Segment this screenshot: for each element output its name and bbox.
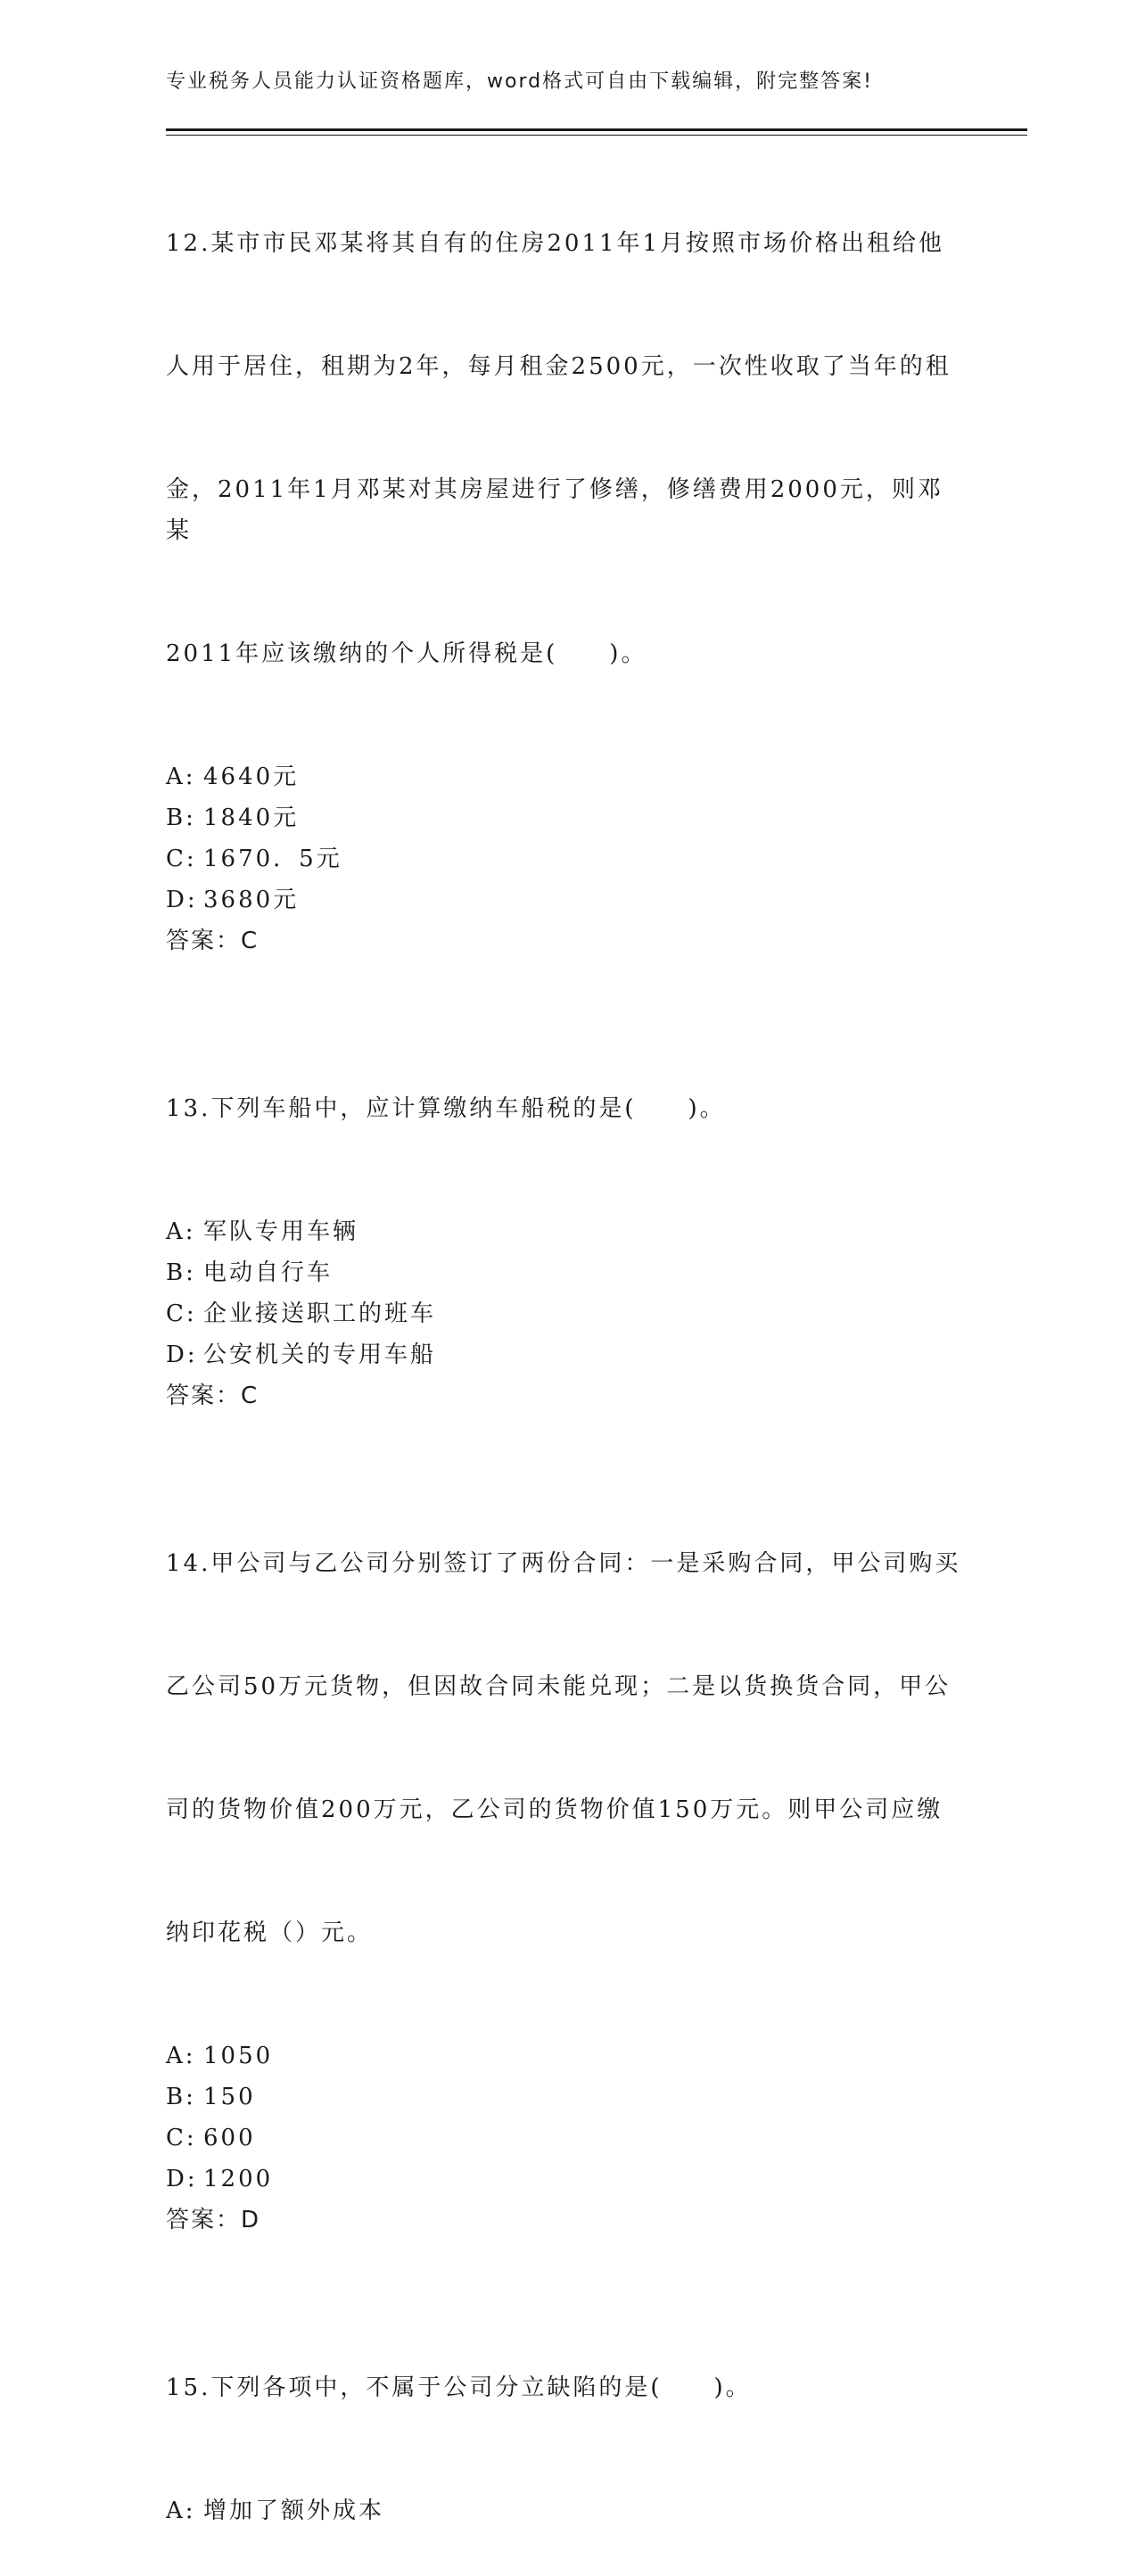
option-text: 600 xyxy=(203,2125,256,2151)
option-letter: A: xyxy=(166,764,196,790)
question-list xyxy=(166,141,968,2576)
option-b xyxy=(166,2076,968,2118)
question-13 xyxy=(166,1006,968,1416)
option-d xyxy=(166,2159,968,2200)
option-c xyxy=(166,2118,968,2159)
question-stem-line: 12.某市市民邓某将其自有的住房2011年1月按照市场价格出租给他 xyxy=(166,230,945,257)
option-c xyxy=(166,1293,968,1334)
option-a xyxy=(166,756,968,797)
question-stem xyxy=(166,1006,968,1211)
option-letter: A: xyxy=(166,2498,196,2524)
option-text: 3680元 xyxy=(203,887,300,913)
question-stem-line: 2011年应该缴纳的个人所得税是( )。 xyxy=(166,640,647,667)
question-14 xyxy=(166,1461,968,2241)
option-text: 公安机关的专用车船 xyxy=(203,1342,437,1368)
option-c xyxy=(166,838,968,879)
option-text: 增加了额外成本 xyxy=(203,2498,385,2524)
question-stem-line: 人用于居住，租期为2年，每月租金2500元，一次性收取了当年的租 xyxy=(166,353,952,380)
option-letter: D: xyxy=(166,1342,198,1368)
option-text: 企业接送职工的班车 xyxy=(203,1300,437,1327)
option-letter: C: xyxy=(166,2125,197,2151)
option-letter: C: xyxy=(166,1300,197,1327)
option-letter: C: xyxy=(166,846,197,872)
option-letter: D: xyxy=(166,887,198,913)
question-stem-line: 14.甲公司与乙公司分别签订了两份合同：一是采购合同，甲公司购买 xyxy=(166,1550,961,1577)
question-stem-line: 15.下列各项中，不属于公司分立缺陷的是( )。 xyxy=(166,2374,752,2401)
option-a xyxy=(166,2490,968,2531)
question-stem-line: 司的货物价值200万元，乙公司的货物价值150万元。则甲公司应缴 xyxy=(166,1796,943,1823)
option-a xyxy=(166,2035,968,2076)
option-letter: D: xyxy=(166,2166,198,2192)
option-letter: B: xyxy=(166,1259,196,1286)
question-15 xyxy=(166,2285,968,2531)
option-letter: B: xyxy=(166,2084,196,2110)
option-text: 1050 xyxy=(203,2043,274,2069)
header-rule-thick xyxy=(166,128,1027,131)
question-stem xyxy=(166,141,968,756)
option-d xyxy=(166,879,968,921)
question-stem-line: 金，2011年1月邓某对其房屋进行了修缮，修缮费用2000元，则邓某 xyxy=(166,476,943,544)
header-rule-thin xyxy=(166,135,1027,136)
option-a xyxy=(166,1211,968,1252)
option-letter: A: xyxy=(166,1218,196,1245)
option-text: 1200 xyxy=(203,2166,274,2192)
answer-line: 答案：C xyxy=(166,1383,260,1409)
answer-line: 答案：C xyxy=(166,928,260,954)
option-text: 4640元 xyxy=(203,764,300,790)
option-letter: A: xyxy=(166,2043,196,2069)
question-12 xyxy=(166,141,968,962)
option-b xyxy=(166,1252,968,1293)
question-stem-line: 乙公司50万元货物，但因故合同未能兑现；二是以货换货合同，甲公 xyxy=(166,1673,952,1700)
page-header: 专业税务人员能力认证资格题库，word格式可自由下载编辑，附完整答案! xyxy=(166,70,873,93)
question-stem-line: 纳印花税（）元。 xyxy=(166,1920,374,1946)
option-text: 150 xyxy=(203,2084,256,2110)
question-stem xyxy=(166,2285,968,2490)
option-d xyxy=(166,1334,968,1375)
question-stem xyxy=(166,1461,968,2035)
option-b xyxy=(166,797,968,838)
option-letter: B: xyxy=(166,805,196,831)
answer-line: 答案：D xyxy=(166,2207,261,2233)
question-stem-line: 13.下列车船中，应计算缴纳车船税的是( )。 xyxy=(166,1095,726,1122)
option-text: 1670．5元 xyxy=(203,846,342,872)
option-text: 1840元 xyxy=(203,805,300,831)
option-text: 电动自行车 xyxy=(203,1259,334,1286)
option-text: 军队专用车辆 xyxy=(203,1218,359,1245)
